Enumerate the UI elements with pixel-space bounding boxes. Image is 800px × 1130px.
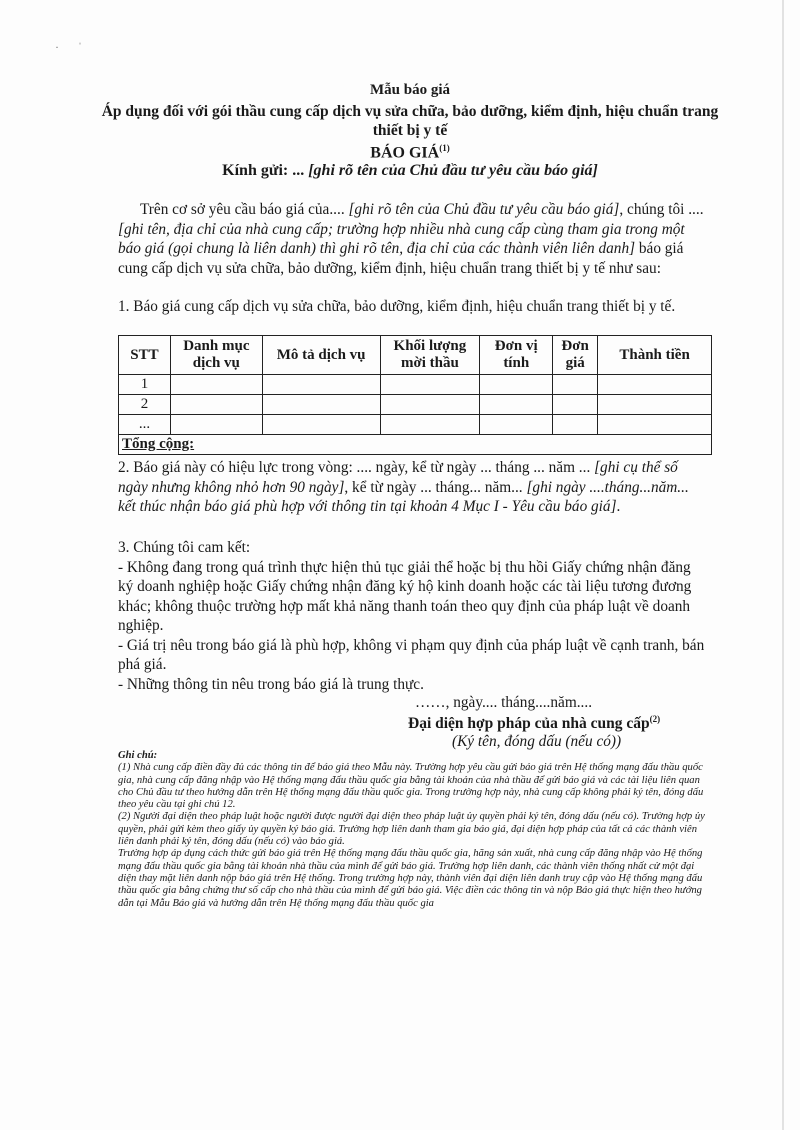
date-line: ……, ngày.... tháng....năm.... xyxy=(415,694,593,711)
table-cell xyxy=(170,375,262,395)
table-row xyxy=(119,415,712,435)
table-cell xyxy=(262,415,380,435)
s2-text-c: . xyxy=(616,498,621,515)
doc-title-footnote: (1) xyxy=(439,143,450,153)
intro-text-2: , chúng tôi .... xyxy=(619,201,704,218)
table-cell xyxy=(553,395,598,415)
recipient-line xyxy=(110,162,710,180)
doc-title-text: BÁO GIÁ xyxy=(370,144,440,162)
table-cell xyxy=(170,395,262,415)
table-cell xyxy=(598,375,712,395)
table-cell: 1 xyxy=(119,375,171,395)
table-total-row xyxy=(119,435,712,455)
table-header-row xyxy=(119,336,712,375)
recipient-label: Kính gửi: ... xyxy=(222,162,305,179)
signature-instruction: (Ký tên, đóng dấu (nếu có)) xyxy=(452,733,622,750)
note-2: (2) Người đại diện theo pháp luật hoặc người được người đại diện theo pháp luật ủy quyền phải ký tên, đóng dấu (nếu có). Trường hợp ủy quyền, phải gửi kèm theo giấy ủy quyền ký báo giá. Trường hợp liên danh tham gia báo giá, đại diện hợp pháp của tất cả các thành viên liên danh phải ký tên, đóng dấu (nếu có) vào báo giá. xyxy=(118,811,705,848)
s2-italic-a: [ghi cụ thể số ngày nhưng không nhỏ hơn 90 ngày] xyxy=(118,459,678,496)
quote-table xyxy=(118,335,712,455)
table-row xyxy=(119,375,712,395)
col-header: Danh mục dịch vụ xyxy=(170,336,262,375)
table-cell xyxy=(480,395,553,415)
recipient-value: [ghi rõ tên của Chủ đầu tư yêu cầu báo giá] xyxy=(308,162,598,179)
table-cell xyxy=(553,415,598,435)
total-label: Tổng cộng: xyxy=(119,435,712,455)
table-cell xyxy=(262,375,380,395)
section-1-heading: 1. Báo giá cung cấp dịch vụ sửa chữa, bảo dưỡng, kiểm định, hiệu chuẩn trang thiết bị y tế. xyxy=(118,298,676,315)
table-cell xyxy=(553,375,598,395)
table-row xyxy=(119,395,712,415)
table-cell xyxy=(380,395,480,415)
s2-text-b: , kể từ ngày ... tháng... năm... xyxy=(344,478,523,496)
legal-rep-footnote: (2) xyxy=(649,714,661,724)
intro-italic-1: [ghi rõ tên của Chủ đầu tư yêu cầu báo giá] xyxy=(348,201,620,218)
intro-text-3: báo giá cung cấp dịch vụ sửa chữa, bảo dưỡng, kiểm định, hiệu chuẩn trang thiết bị y tế như sau: xyxy=(118,240,684,277)
table-cell xyxy=(480,415,553,435)
commitment-item: - Giá trị nêu trong báo giá là phù hợp, không vi phạm quy định của pháp luật về cạnh tranh, bán phá giá. xyxy=(118,636,705,673)
legal-rep-text: Đại diện hợp pháp của nhà cung cấp xyxy=(408,715,650,733)
table-cell xyxy=(598,395,712,415)
intro-text-1: Trên cơ sở yêu cầu báo giá của.... xyxy=(140,201,345,218)
col-header: Mô tả dịch vụ xyxy=(262,336,380,375)
table-cell xyxy=(380,415,480,435)
notes-block xyxy=(118,750,710,910)
section-2-paragraph xyxy=(118,458,708,517)
note-1: (1) Nhà cung cấp điền đầy đủ các thông tin để báo giá theo Mẫu này. Trường hợp yêu cầu gửi báo giá trên Hệ thống mạng đấu thầu quốc gia, nhà cung cấp đăng nhập vào Hệ thống mạng đấu thầu quốc gia bằng tài khoản của nhà thầu để gửi báo giá và các tài liệu liên quan cho Chủ đầu tư theo hướng dẫn trên Hệ thống mạng đấu thầu quốc gia. Trong trường hợp này, nhà cung cấp không phải ký tên, đóng dấu theo yêu cầu tại ghi chú 12. xyxy=(118,762,704,811)
s2-italic-b: [ghi ngày ....tháng...năm... kết thúc nhận báo giá phù hợp với thông tin tại khoản 4 Mục I - Yêu cầu báo giá] xyxy=(118,478,689,515)
col-header: Khối lượng mời thầu xyxy=(380,336,480,375)
legal-rep-line xyxy=(408,714,660,733)
section-3-heading: 3. Chúng tôi cam kết: xyxy=(118,539,251,556)
intro-paragraph xyxy=(118,200,708,278)
form-title: Mẫu báo giá xyxy=(369,82,450,98)
table-cell: 2 xyxy=(119,395,171,415)
table-cell xyxy=(170,415,262,435)
scan-edge-shadow xyxy=(782,0,784,1130)
table-cell xyxy=(598,415,712,435)
intro-italic-2: [ghi tên, địa chỉ của nhà cung cấp; trường hợp nhiều nhà cung cấp cùng tham gia trong một báo giá (gọi chung là liên danh) thì ghi rõ tên, địa chỉ của các thành viên liên danh] xyxy=(118,220,685,257)
section-3 xyxy=(118,538,708,694)
col-header: Thành tiền xyxy=(598,336,712,375)
commitment-item: - Không đang trong quá trình thực hiện thủ tục giải thể hoặc bị thu hồi Giấy chứng nhận đăng ký doanh nghiệp hoặc Giấy chứng nhận đăng ký hộ kinh doanh hoặc các tài liệu tương đương khác; không thuộc trường hợp mất khả năng thanh toán theo quy định của pháp luật về doanh nghiệp. xyxy=(118,558,692,634)
notes-title: Ghi chú: xyxy=(118,750,158,761)
scan-specks: · ˈ xyxy=(55,40,90,54)
col-header: STT xyxy=(119,336,171,375)
table-cell xyxy=(262,395,380,415)
apply-line: Áp dụng đối với gói thầu cung cấp dịch vụ sửa chữa, bảo dưỡng, kiểm định, hiệu chuẩn trang thiết bị y tế xyxy=(101,103,719,139)
table-cell xyxy=(380,375,480,395)
s2-text-a: 2. Báo giá này có hiệu lực trong vòng: .... ngày, kể từ ngày ... tháng ... năm ... xyxy=(118,459,591,476)
col-header: Đơn vị tính xyxy=(480,336,553,375)
note-3: Trường hợp áp dụng cách thức gửi báo giá trên Hệ thống mạng đấu thầu quốc gia, hãng sản xuất, nhà cung cấp đăng nhập vào Hệ thống mạng đấu thầu quốc gia bằng tài khoản nhà thầu của mình để gửi báo giá. Trường hợp liên danh, các thành viên thống nhất cử một đại diện thay mặt liên danh nộp báo giá trên Hệ thống. Trong trường hợp này, thành viên đại diện liên danh truy cập vào Hệ thống mạng đấu thầu quốc gia bằng chứng thư số cấp cho nhà thầu của mình để gửi báo giá. Việc điền các thông tin và nộp Báo giá thực hiện theo hướng dẫn tại Mẫu Báo giá và hướng dẫn trên Hệ thống mạng đấu thầu quốc gia xyxy=(118,848,703,909)
table-cell: ... xyxy=(119,415,171,435)
commitment-item: - Những thông tin nêu trong báo giá là trung thực. xyxy=(118,675,424,693)
col-header: Đơn giá xyxy=(553,336,598,375)
table-cell xyxy=(480,375,553,395)
doc-title xyxy=(110,143,710,162)
